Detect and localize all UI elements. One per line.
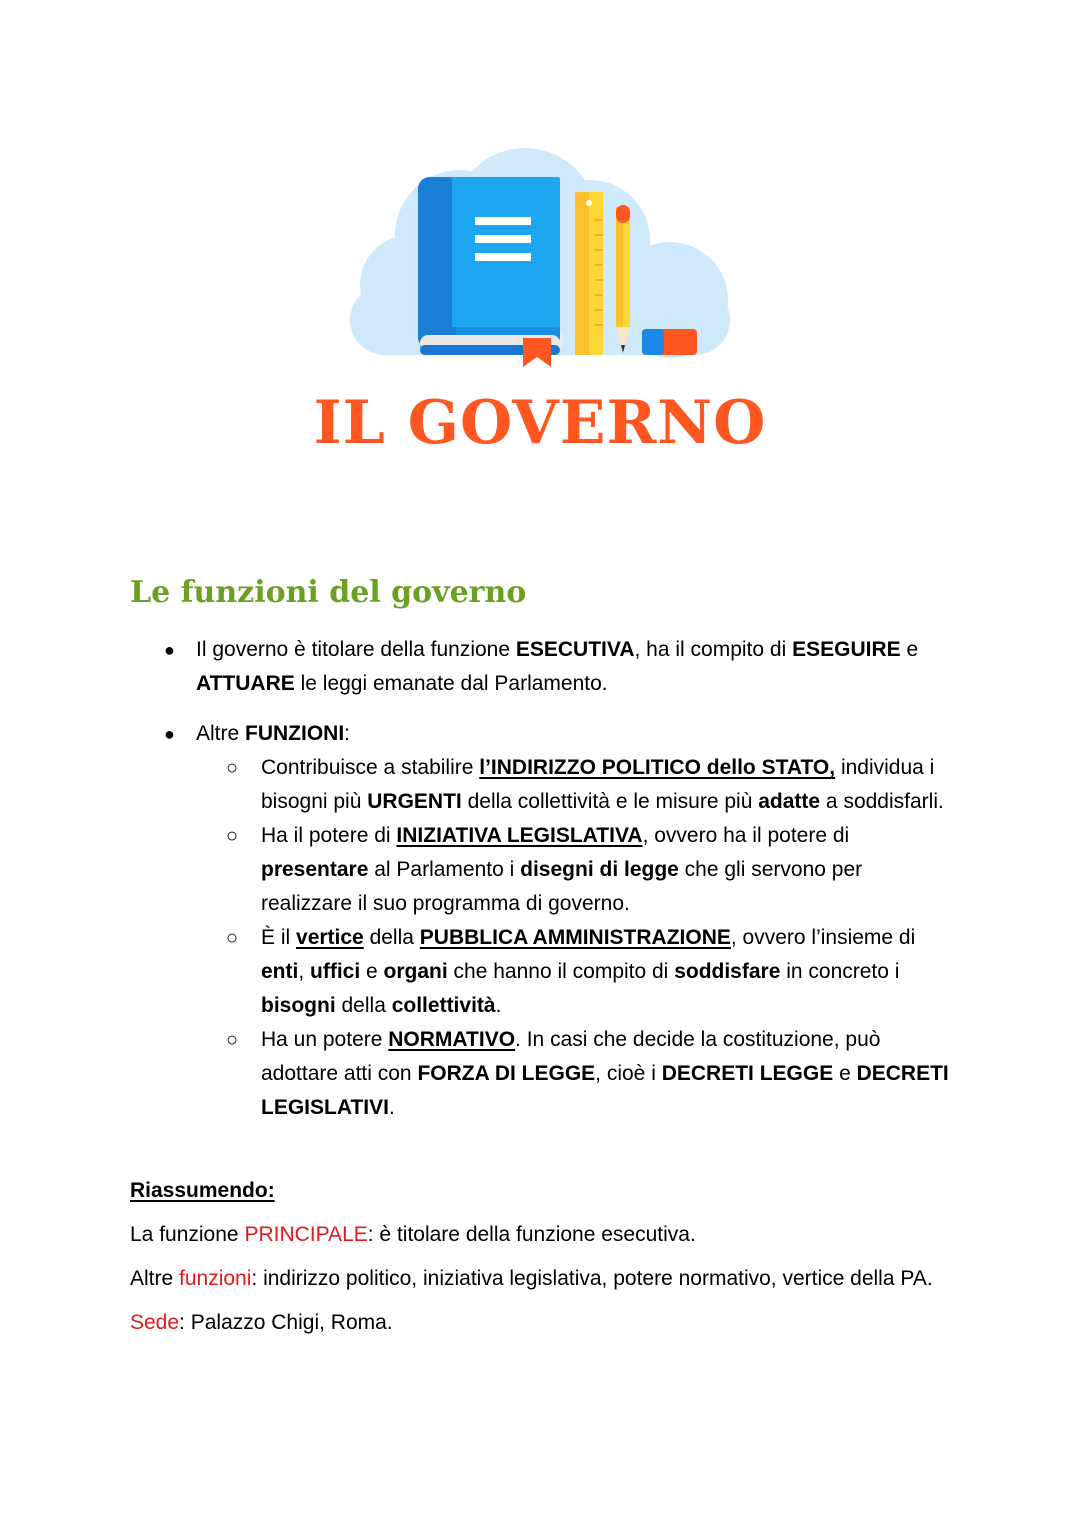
sub-list — [196, 751, 950, 1125]
bullet-circle-icon: ○ — [226, 825, 239, 847]
bullet-dot-icon: ● — [164, 724, 175, 744]
sub-list-item: ○ Ha il potere di INIZIATIVA LEGISLATIVA, ovvero ha il potere di presentare al Parlamento i disegni di legge che gli servono per realizzare il suo programma di governo. — [196, 819, 950, 921]
list-item: ● Altre FUNZIONI: ○ Contribuisce a stabilire l’INDIRIZZO POLITICO dello STATO, individua i bisogni più URGENTI della collettività e le misure più adatte a soddisfarli. ○ Ha il potere di INIZIATIVA LEGISLATIVA, ovvero ha il potere di presentare al Parlamento i disegni di legge che gli servono per realizzare il suo programma di governo. ○ È il vertice della PUBBLICA AMMINISTRAZIONE, ovvero l’insieme di enti, uffici e organi che hanno il compito di soddisfare in concreto i bisogni della collettività. ○ Ha un potere NORMATIVO. In casi che decide la costituzione, può adottare atti con FORZA DI LEGGE, cioè i DECRETI LEGGE e DECRETI LEGISLATIVI. — [130, 717, 950, 1125]
document-title: IL GOVERNO — [313, 388, 767, 458]
summary-heading: Riassumendo: — [130, 1179, 275, 1202]
functions-list — [130, 633, 950, 1141]
bullet-circle-icon: ○ — [226, 1029, 239, 1051]
bullet-circle-icon: ○ — [226, 757, 239, 779]
sub-list-item: ○ È il vertice della PUBBLICA AMMINISTRAZIONE, ovvero l’insieme di enti, uffici e organi che hanno il compito di soddisfare in concreto i bisogni della collettività. — [196, 921, 950, 1023]
summary-block — [130, 1178, 950, 1336]
book-ruler-pencil-icon — [340, 145, 740, 375]
section-title: Le funzioni del governo — [130, 575, 527, 610]
summary-line-altre-funzioni: Altre funzioni: indirizzo politico, iniziativa legislativa, potere normativo, vertice della PA. — [130, 1267, 933, 1290]
summary-line-sede: Sede: Palazzo Chigi, Roma. — [130, 1311, 393, 1334]
summary-line-principal: La funzione PRINCIPALE: è titolare della funzione esecutiva. — [130, 1223, 696, 1246]
list-item: ● Il governo è titolare della funzione ESECUTIVA, ha il compito di ESEGUIRE e ATTUARE le leggi emanate dal Parlamento. — [130, 633, 950, 701]
bullet-dot-icon: ● — [164, 640, 175, 660]
bullet-circle-icon: ○ — [226, 927, 239, 949]
sub-list-item: ○ Ha un potere NORMATIVO. In casi che decide la costituzione, può adottare atti con FORZA DI LEGGE, cioè i DECRETI LEGGE e DECRETI LEGISLATIVI. — [196, 1023, 950, 1125]
sub-list-item: ○ Contribuisce a stabilire l’INDIRIZZO POLITICO dello STATO, individua i bisogni più URGENTI della collettività e le misure più adatte a soddisfarli. — [196, 751, 950, 819]
